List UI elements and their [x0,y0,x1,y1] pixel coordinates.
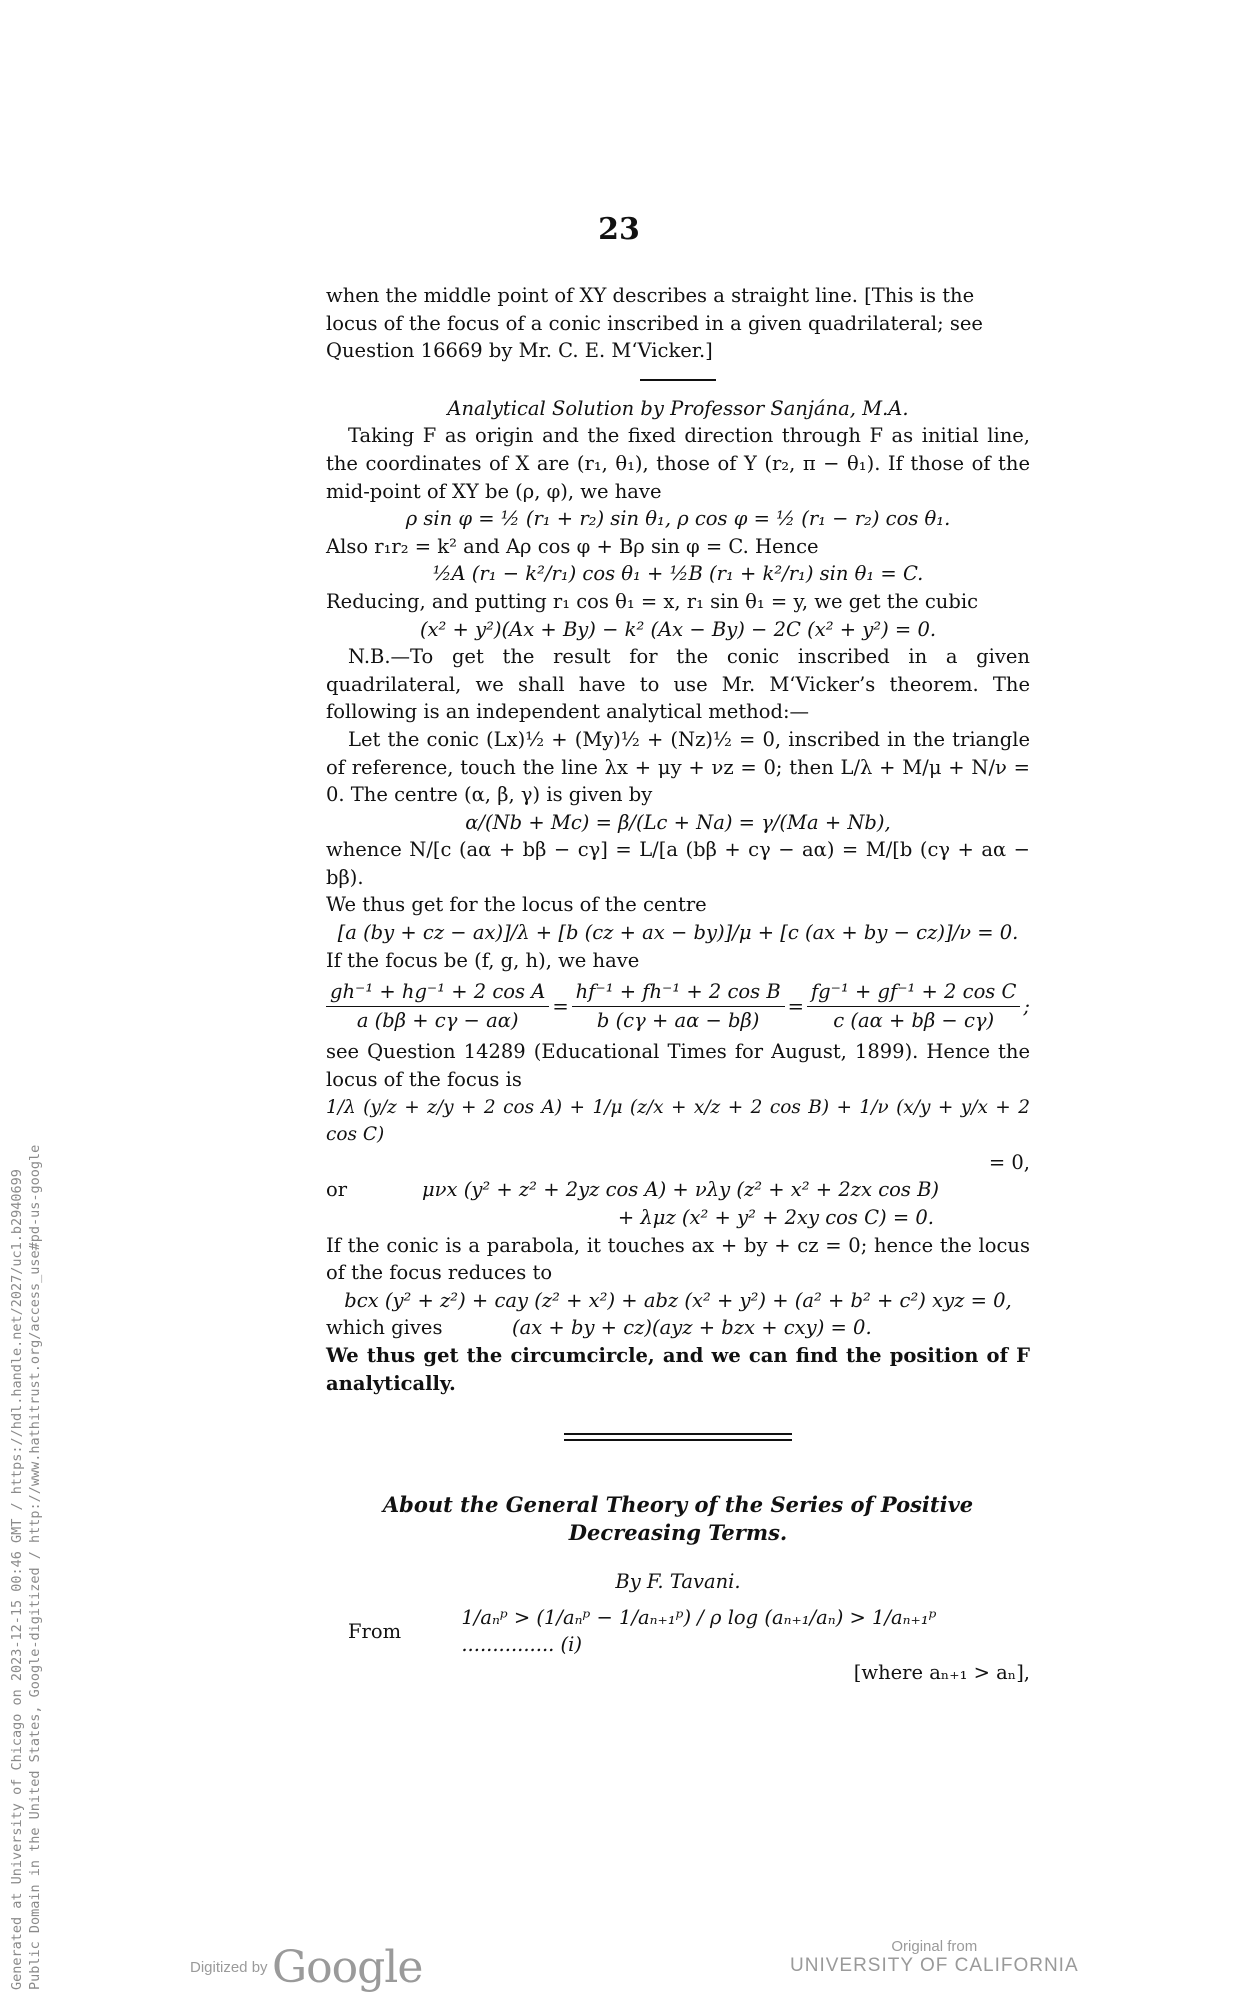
page-number: 23 [598,212,640,247]
or-row [326,1176,1030,1204]
equation-product: (ax + by + cz)(ayz + bzx + cxy) = 0. [512,1316,872,1340]
fraction-equation: $\frac{\text{gh⁻¹ + hg⁻¹ + 2 cos A}}{a (b\beta + c\gamma - a\alpha)}$ = $\frac{\text{hf⁻¹ + fh⁻¹ + 2 cos B}}{b (c\gamma + a\alpha - b\beta)}$ = $\frac{\text{fg⁻¹ + gf⁻¹ + 2 cos C}}{c (a\alpha + b\beta - c\gamma)}$ ; [326,978,1030,1034]
article-byline: By F. Tavani. [615,1570,741,1594]
article-divider [564,1433,792,1441]
fraction-2-denominator: b (cγ + aα − bβ) [596,1008,760,1032]
original-from-label: Original from [891,1938,978,1955]
intro-line-3: Question 16669 by Mr. C. E. M‘Vicker.] [326,339,713,363]
see-paragraph: see Question 14289 (Educational Times for August, 1899). Hence the locus of the focus is [326,1040,1030,1092]
fraction-2 [572,978,785,1034]
text-column [326,282,1030,1687]
digitized-by-google [190,1942,422,1993]
equation-focus-locus-end: = 0, [988,1150,1030,1174]
whence-line: whence N/[c (aα + bβ − cγ] = L/[a (bβ + cγ − aα) = M/[b (cγ + aα − bβ). [326,838,1030,889]
which-gives-row [326,1314,1030,1342]
fraction-2-numerator: hf⁻¹ + fh⁻¹ + 2 cos B [572,978,785,1007]
intro-line-1: when the middle point of XY describes a straight line. [This is the [326,284,975,307]
fraction-3-denominator: c (aα + bβ − cγ) [833,1008,995,1032]
or-word: or [326,1178,348,1202]
equation-rho: ρ sin φ = ½ (r₁ + r₂) sin θ₁, ρ cos φ = ½ (r₁ − r₂) cos θ₁. [405,507,951,531]
equation-locus-centre: [a (by + cz − ax)]/λ + [b (cz + ax − by)]/μ + [c (ax + by − cz)]/ν = 0. [337,921,1019,945]
final-paragraph: We thus get the circumcircle, and we can find the position of F analytically. [326,1343,1030,1395]
thus-line: We thus get for the locus of the centre [326,893,707,917]
equation-centre: α/(Nb + Mc) = β/(Lc + Na) = γ/(Ma + Nb), [465,810,891,834]
fraction-1-denominator: a (bβ + cγ − aα) [356,1008,519,1032]
equation-half-a: ½A (r₁ − k²/r₁) cos θ₁ + ½B (r₁ + k²/r₁) sin θ₁ = C. [432,562,924,586]
google-logo: Google [272,1942,423,1993]
original-from [790,1938,1079,1977]
fraction-1-numerator: gh⁻¹ + hg⁻¹ + 2 cos A [326,978,549,1007]
fraction-3-numerator: fg⁻¹ + gf⁻¹ + 2 cos C [807,978,1020,1007]
section-divider [640,379,716,381]
reducing-line: Reducing, and putting r₁ cos θ₁ = x, r₁ sin θ₁ = y, we get the cubic [326,589,979,613]
equation-focus-locus: 1/λ (y/z + z/y + 2 cos A) + 1/μ (z/x + x/z + 2 cos B) + 1/ν (x/y + y/x + 2 cos C) [326,1096,1030,1146]
fraction-3 [807,978,1020,1034]
equation-alt-b: + λμz (x² + y² + 2xy cos C) = 0. [617,1206,934,1229]
equation-series: 1/aₙᵖ > (1/aₙᵖ − 1/aₙ₊₁ᵖ) / ρ log (aₙ₊₁/aₙ) > 1/aₙ₊₁ᵖ ............... (i) [461,1605,937,1657]
equation-cubic: (x² + y²)(Ax + By) − k² (Ax − By) − 2C (x² + y²) = 0. [419,617,937,641]
from-word: From [348,1619,402,1643]
equation-alt-a: μνx (y² + z² + 2yz cos A) + νλy (z² + x² + 2zx cos B) [422,1178,940,1202]
university-label: UNIVERSITY OF CALIFORNIA [790,1955,1079,1976]
stamp-line-1: Generated at University of Chicago on 2023-12-15 00:46 GMT / https://hdl.handle.net/2027/uc1.b2940699 [9,1169,25,1990]
also-line: Also r₁r₂ = k² and Aρ cos φ + Bρ sin φ = C. Hence [326,534,819,558]
from-row [326,1604,1030,1659]
hathitrust-stamp [8,1145,44,1990]
intro-line-2: locus of the focus of a conic inscribed in a given quadrilateral; see [326,311,983,335]
let-paragraph: Let the conic (Lx)½ + (My)½ + (Nz)½ = 0, inscribed in the triangle of reference, touch the line λx + μy + νz = 0; then L/λ + M/μ + N/ν = 0. The centre (α, β, γ) is given by [326,727,1030,807]
stamp-line-2: Public Domain in the United States, Google-digitized / http://www.hathitrust.org/access_use#pd-us-google [27,1144,43,1990]
which-gives-label: which gives [326,1316,443,1340]
paragraph-origin: Taking F as origin and the fixed direction through F as initial line, the coordinates of X are (r₁, θ₁), those of Y (r₂, π − θ₁). If those of the mid-point of XY be (ρ, φ), we have [326,424,1030,503]
equation-parabola: bcx (y² + z²) + cay (z² + x²) + abz (x² + y²) + (a² + b² + c²) xyz = 0, [344,1288,1012,1312]
digitized-by-label: Digitized by [190,1959,268,1976]
fraction-1 [326,978,549,1034]
article-title: About the General Theory of the Series of Positive Decreasing Terms. [382,1492,974,1546]
parabola-paragraph: If the conic is a parabola, it touches ax + by + cz = 0; hence the locus of the focus reduces to [326,1233,1030,1285]
focus-line: If the focus be (f, g, h), we have [326,948,640,972]
solution-heading: Analytical Solution by Professor Sanjána, M.A. [447,396,909,420]
where-line: [where aₙ₊₁ > aₙ], [853,1660,1030,1684]
nb-paragraph: N.B.—To get the result for the conic inscribed in a given quadrilateral, we shall have to use Mr. M‘Vicker’s theorem. The following is an independent analytical method:— [326,645,1030,724]
